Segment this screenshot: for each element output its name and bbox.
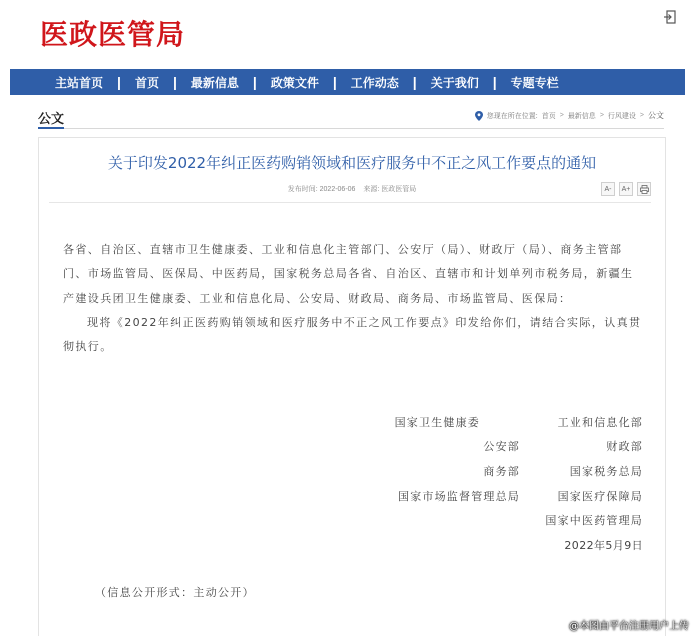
signatory: 公安部 [483, 440, 520, 453]
breadcrumb-label: 您现在所在位置: [486, 112, 538, 120]
nav-item-about[interactable]: 关于我们 [430, 75, 479, 90]
article-tools [601, 182, 651, 196]
nav-separator: | [412, 74, 417, 90]
print-icon [640, 185, 649, 194]
article-title: 关于印发2022年纠正医药购销领域和医疗服务中不正之风工作要点的通知 [107, 154, 597, 172]
section-divider-accent [38, 127, 64, 129]
source-value: 医政医管局 [381, 186, 417, 193]
signatory: 国家卫生健康委 [394, 416, 480, 429]
nav-separator: | [252, 74, 257, 90]
publish-date: 2022-06-06 [319, 186, 356, 193]
signatory: 工业和信息化部 [557, 416, 643, 429]
print-button[interactable] [637, 182, 651, 196]
section-title: 公文 [38, 112, 65, 127]
article-panel [38, 137, 666, 636]
paragraph-notice: 现将《2022年纠正医药购销领域和医疗服务中不正之风工作要点》印发给你们，请结合实际，认真贯彻执行。 [63, 315, 642, 354]
nav-item-main-home[interactable]: 主站首页 [55, 75, 104, 90]
nav-item-home[interactable]: 首页 [134, 75, 159, 90]
platform-watermark: @本图由平台注册用户上传 [569, 621, 689, 632]
font-increase-button[interactable]: A+ [619, 182, 633, 196]
location-pin-icon [475, 111, 483, 121]
site-logo[interactable]: 医政医管局 [40, 18, 186, 51]
signatory: 国家中医药管理局 [545, 514, 643, 527]
sign-date: 2022年5月9日 [564, 539, 643, 552]
nav-item-topics[interactable]: 专题专栏 [510, 75, 559, 90]
signatory: 国家医疗保障局 [557, 490, 643, 503]
breadcrumb-separator: > [599, 112, 604, 119]
nav-separator: | [332, 74, 337, 90]
article-meta [39, 184, 665, 194]
paragraph-recipients: 各省、自治区、直辖市卫生健康委、工业和信息化主管部门、公安厅（局）、财政厅（局）、商务主管部门、市场监管局、医保局、中医药局，国家税务总局各省、自治区、直辖市和计划单列市税务局，新疆生产建设兵团卫生健康委、工业和信息化局、公安局、财政局、商务局、市场监管局、医保局： [63, 243, 634, 305]
signatory: 商务部 [483, 465, 520, 478]
breadcrumb-separator: > [559, 112, 564, 119]
source-label: 来源: [363, 186, 380, 193]
article-body [63, 238, 643, 359]
font-decrease-button[interactable]: A- [601, 182, 615, 196]
breadcrumb-item-current: 公文 [648, 111, 664, 120]
signatory: 国家税务总局 [569, 465, 643, 478]
breadcrumb-item-latest[interactable]: 最新信息 [567, 112, 596, 120]
nav-separator: | [117, 74, 121, 90]
main-nav [10, 69, 685, 95]
meta-divider [49, 202, 651, 203]
nav-separator: | [172, 74, 177, 90]
disclosure-note: （信息公开形式：主动公开） [95, 586, 255, 599]
breadcrumb-item-conduct[interactable]: 行风建设 [607, 112, 636, 120]
nav-item-work-news[interactable]: 工作动态 [350, 75, 399, 90]
publish-date-label: 发布时间: [287, 186, 318, 193]
signatory: 财政部 [606, 440, 643, 453]
breadcrumb-separator: > [639, 112, 644, 119]
nav-item-latest[interactable]: 最新信息 [190, 75, 239, 90]
exit-icon[interactable] [663, 10, 677, 24]
section-divider [38, 128, 664, 129]
nav-item-policy[interactable]: 政策文件 [270, 75, 319, 90]
breadcrumb [475, 110, 664, 121]
signatory: 国家市场监督管理总局 [398, 490, 520, 503]
nav-separator: | [492, 74, 497, 90]
breadcrumb-item-home[interactable]: 首页 [541, 112, 556, 120]
